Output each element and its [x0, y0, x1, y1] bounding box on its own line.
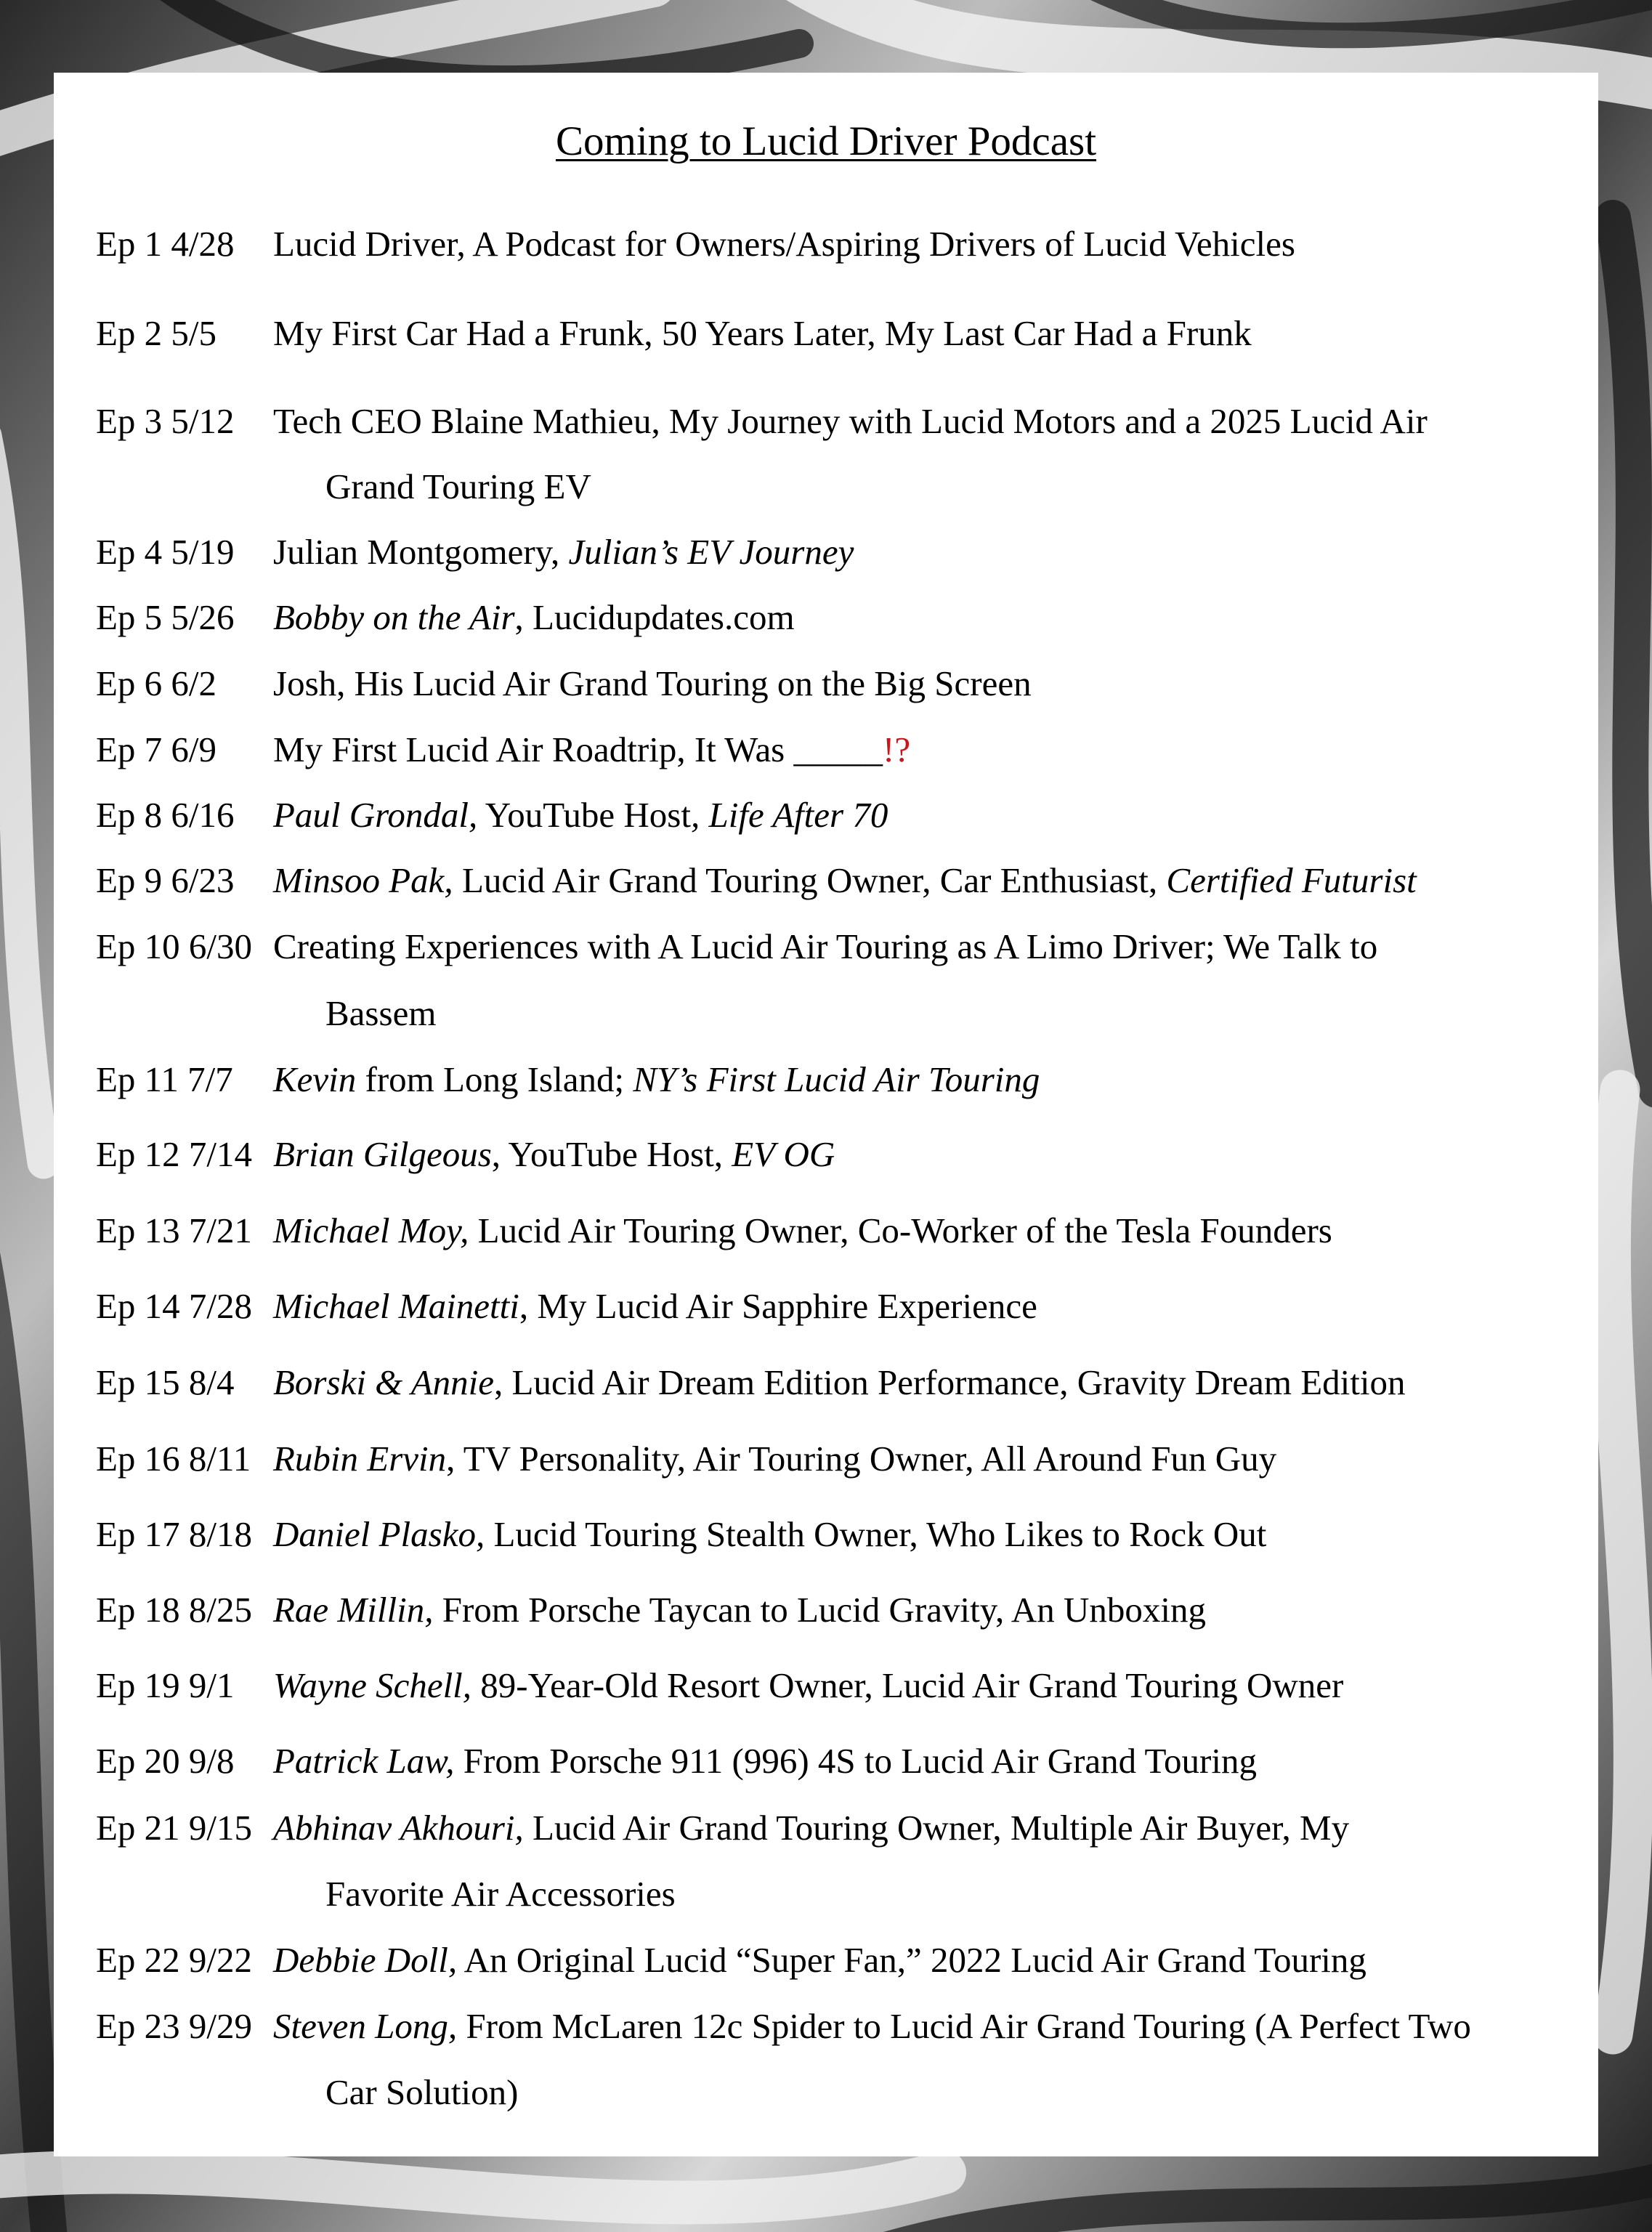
episode-text: From McLaren 12c Spider to Lucid Air Grand Touring (A Perfect Two [457, 2006, 1471, 2046]
episode-show-name: , Life After 70 [691, 795, 888, 835]
episode-guest-name: Rae Millin, [273, 1590, 434, 1630]
episode-code: Ep 7 6/9 [96, 729, 217, 769]
interrobang-mark: !? [883, 729, 911, 769]
episode-row [96, 1273, 1037, 1340]
episode-guest-name: Debbie Doll, [273, 1940, 458, 1980]
episode-row [96, 650, 1032, 717]
episode-row [96, 584, 795, 651]
episode-code: Ep 6 6/2 [96, 663, 217, 703]
episode-row [96, 300, 1252, 367]
episode-row [96, 1197, 1332, 1264]
episode-text: , Lucid Air Dream Edition Performance, Gravity Dream Edition [493, 1362, 1406, 1402]
episode-text: An Original Lucid “Super Fan,” 2022 Lucid Air Grand Touring [457, 1940, 1366, 1980]
episode-guest-name: Daniel Plasko, [273, 1514, 485, 1554]
episode-text: Lucid Driver, A Podcast for Owners/Aspiring Drivers of Lucid Vehicles [273, 224, 1295, 264]
episode-row [96, 388, 1428, 455]
episode-code: Ep 8 6/16 [96, 795, 235, 835]
episode-code: Ep 10 6/30 [96, 926, 253, 966]
episode-row [96, 1927, 1366, 1994]
episode-guest-name: Michael Mainetti [273, 1286, 519, 1326]
episode-row [96, 519, 854, 586]
episode-code: Ep 15 8/4 [96, 1362, 235, 1402]
episode-row [96, 1728, 1257, 1795]
episode-code: Ep 19 9/1 [96, 1665, 235, 1705]
episode-text: Lucid Touring Stealth Owner, Who Likes to Rock Out [485, 1514, 1267, 1554]
episode-text: 89-Year-Old Resort Owner, Lucid Air Grand Touring Owner [471, 1665, 1344, 1705]
episode-row [96, 1426, 1276, 1492]
episode-text: Lucid Air Grand Touring Owner, Multiple Air Buyer, My [523, 1808, 1350, 1848]
episode-row [96, 211, 1295, 278]
episode-code: Ep 14 7/28 [96, 1286, 253, 1326]
episode-text: from Long Island; [356, 1059, 633, 1099]
episode-guest-name: Kevin [273, 1059, 357, 1099]
episode-text: , TV Personality, Air Touring Owner, All Around Fun Guy [446, 1439, 1277, 1479]
episode-row [96, 1993, 1471, 2060]
episode-row [96, 1795, 1349, 1861]
episode-row [96, 1652, 1343, 1719]
episode-code: Ep 12 7/14 [96, 1134, 253, 1174]
episode-row [96, 782, 888, 849]
episode-row [96, 1577, 1206, 1643]
page-title: Coming to Lucid Driver Podcast [555, 118, 1097, 164]
episode-text: Tech CEO Blaine Mathieu, My Journey with Lucid Motors and a 2025 Lucid Air [273, 401, 1428, 441]
episode-row [96, 847, 1417, 914]
episode-guest-name: Rubin Ervin [273, 1439, 447, 1479]
episode-row [96, 1046, 1040, 1113]
episode-guest-name: Brian Gilgeous [273, 1134, 492, 1174]
episode-text: My First Car Had a Frunk, 50 Years Later, My Last Car Had a Frunk [273, 313, 1252, 353]
episode-row [96, 1121, 835, 1188]
episode-text: YouTube Host [477, 795, 691, 835]
episode-text: , My Lucid Air Sapphire Experience [519, 1286, 1037, 1326]
episode-guest-name: Minsoo Pak, [273, 860, 453, 900]
episode-code: Ep 1 4/28 [96, 224, 235, 264]
episode-code: Ep 3 5/12 [96, 401, 235, 441]
episode-row [96, 1501, 1266, 1568]
episode-text-continuation: Grand Touring EV [325, 466, 591, 506]
episode-guest-name: Borski & Annie [273, 1362, 494, 1402]
episode-code: Ep 13 7/21 [96, 1210, 253, 1250]
episode-text: Josh, His Lucid Air Grand Touring on the Big Screen [273, 663, 1032, 703]
episode-code: Ep 18 8/25 [96, 1590, 253, 1630]
episode-guest-name: Michael Moy, [273, 1210, 469, 1250]
episode-text: Creating Experiences with A Lucid Air Touring as A Limo Driver; We Talk to [273, 926, 1378, 966]
episode-text: Lucid Air Touring Owner, Co-Worker of the Tesla Founders [469, 1210, 1332, 1250]
episode-text: , YouTube Host, [491, 1134, 732, 1174]
episode-text-continuation: Favorite Air Accessories [325, 1874, 676, 1914]
episode-code: Ep 17 8/18 [96, 1514, 253, 1554]
episode-text: From Porsche 911 (996) 4S to Lucid Air Grand Touring [454, 1741, 1257, 1781]
episode-code: Ep 4 5/19 [96, 532, 235, 572]
episode-text-continuation: Car Solution) [325, 2072, 519, 2112]
episode-row [96, 1349, 1406, 1416]
document-page [54, 73, 1598, 2156]
episode-row [96, 716, 910, 783]
episode-row [96, 913, 1377, 980]
episode-code: Ep 5 5/26 [96, 597, 235, 637]
episode-code: Ep 9 6/23 [96, 860, 235, 900]
episode-show-name: NY’s First Lucid Air Touring [633, 1059, 1040, 1099]
episode-code: Ep 16 8/11 [96, 1439, 251, 1479]
episode-code: Ep 20 9/8 [96, 1741, 235, 1781]
episode-text-continuation: Bassem [325, 993, 437, 1033]
episode-guest-name: Steven Long, [273, 2006, 458, 2046]
episode-show-name: Julian’s EV Journey [568, 532, 854, 572]
episode-code: Ep 22 9/22 [96, 1940, 253, 1980]
episode-show-name: EV OG [732, 1134, 835, 1174]
episode-guest-name: Wayne Schell, [273, 1665, 472, 1705]
episode-text: From Porsche Taycan to Lucid Gravity, An Unboxing [433, 1590, 1206, 1630]
episode-text: My First Lucid Air Roadtrip, It Was _____ [273, 729, 883, 769]
episode-text: , Lucidupdates.com [514, 597, 795, 637]
episode-code: Ep 2 5/5 [96, 313, 217, 353]
episode-guest-name: Bobby on the Air [273, 597, 515, 637]
episode-text: Lucid Air Grand Touring Owner, Car Enthusiast, [453, 860, 1167, 900]
episode-guest-name: Paul Grondal, [273, 795, 478, 835]
episode-code: Ep 11 7/7 [96, 1059, 233, 1099]
episode-text: Julian Montgomery, [273, 532, 569, 572]
episode-code: Ep 21 9/15 [96, 1808, 253, 1848]
episode-guest-name: Patrick Law, [273, 1741, 455, 1781]
episode-show-name: Certified Futurist [1166, 860, 1417, 900]
episode-guest-name: Abhinav Akhouri, [273, 1808, 524, 1848]
episode-code: Ep 23 9/29 [96, 2006, 253, 2046]
